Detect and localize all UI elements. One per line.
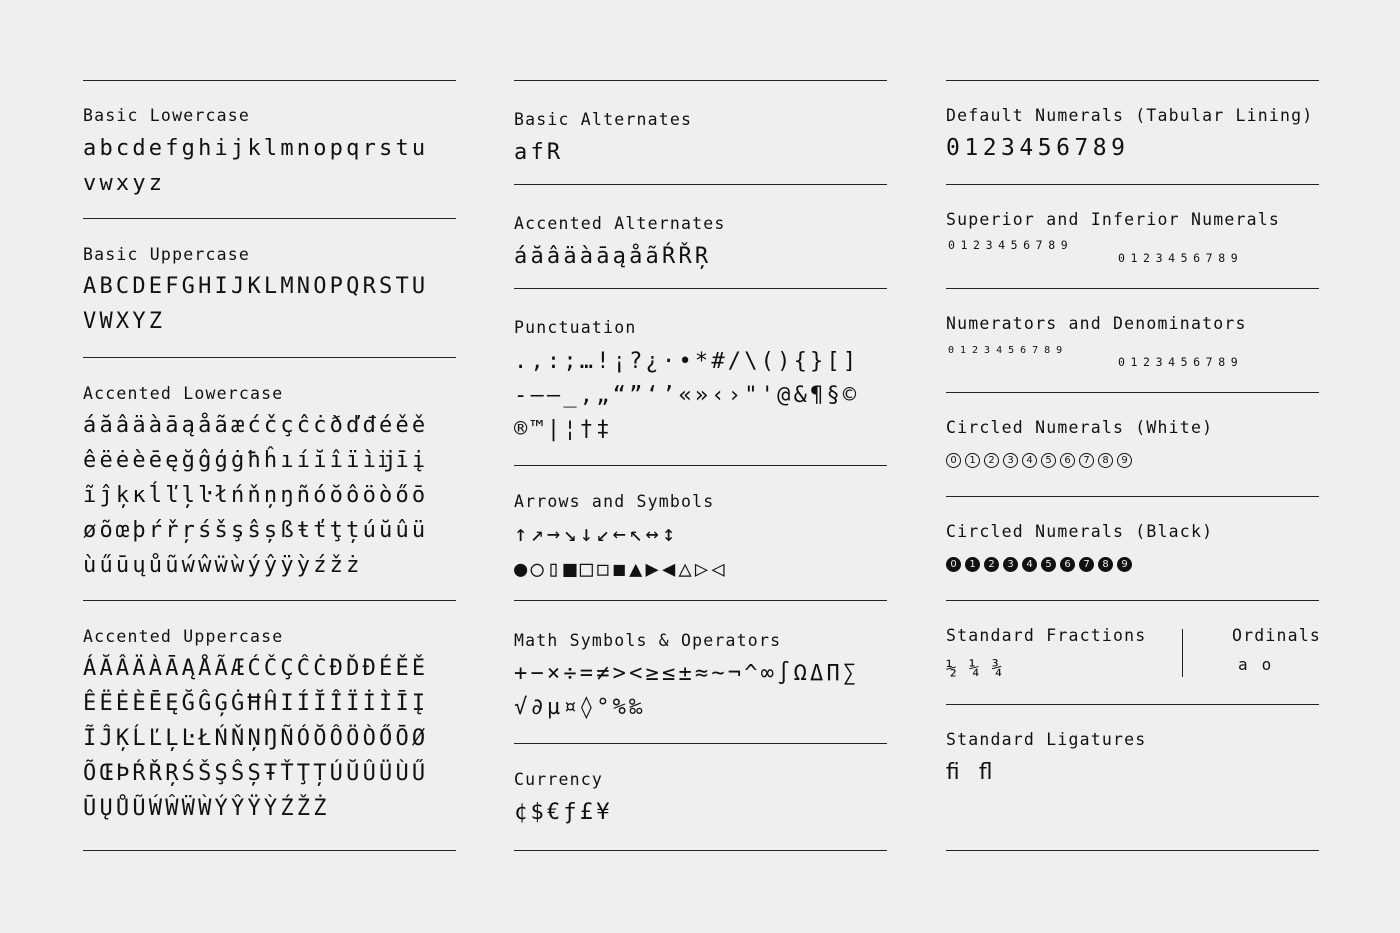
glyph-line: ĨĴĶĹĽĻĿŁŃŇŅŊÑÓŎÔÖÒŐŌØ	[83, 726, 429, 751]
circled-numerals-white	[946, 453, 1132, 468]
glyph-line: ŪŲŮŨẂŴẄẀÝŶŸỲŹŽŻ	[83, 796, 330, 821]
glyph-line: ↑↗→↘↓↙←↖↔↕	[514, 522, 679, 547]
default-numerals: 0123456789	[946, 135, 1130, 161]
glyph-line: ®™|¦†‡	[514, 417, 613, 442]
section-label: Punctuation	[514, 318, 637, 337]
vertical-divider	[1182, 629, 1183, 677]
section-label: Default Numerals (Tabular Lining)	[946, 106, 1314, 125]
circled-numeral-white: 7	[1079, 453, 1094, 468]
section-label: Accented Uppercase	[83, 627, 284, 646]
circled-numeral-black: 0	[946, 557, 961, 572]
glyph-line: VWXYZ	[83, 309, 166, 334]
standard-ligatures: ﬁ ﬂ	[946, 760, 996, 785]
glyph-line: ùűūųůũẃŵẅẁýŷÿỳźžż	[83, 553, 363, 578]
glyph-line: √∂µ¤◊°%‰	[514, 695, 646, 720]
circled-numeral-black: 8	[1098, 557, 1113, 572]
ordinals: ao	[1238, 655, 1286, 674]
circled-numeral-black: 2	[984, 557, 999, 572]
section-label: Circled Numerals (Black)	[946, 522, 1214, 541]
glyph-line: ●○▯■□◻◼▲▶◀△▷◁	[514, 557, 728, 582]
divider	[83, 357, 456, 358]
glyph-line: ABCDEFGHIJKLMNOPQRSTU	[83, 274, 429, 299]
divider	[946, 392, 1319, 393]
section-label: Accented Alternates	[514, 214, 726, 233]
section-label: Numerators and Denominators	[946, 314, 1247, 333]
section-label: Basic Lowercase	[83, 106, 251, 125]
divider	[514, 850, 887, 851]
circled-numeral-white: 4	[1022, 453, 1037, 468]
glyph-line: êëėèēęğĝģġħĥıíĭîïìĳīį	[83, 448, 429, 473]
divider	[83, 850, 456, 851]
glyph-line: abcdefghijklmnopqrstu	[83, 136, 429, 161]
numerators: 0123456789	[948, 345, 1069, 356]
divider	[514, 465, 887, 466]
circled-numeral-white: 6	[1060, 453, 1075, 468]
divider	[83, 80, 456, 81]
divider	[946, 288, 1319, 289]
circled-numerals-black	[946, 557, 1132, 572]
section-label: Ordinals	[1232, 626, 1322, 645]
divider	[514, 600, 887, 601]
divider	[83, 600, 456, 601]
section-label: Superior and Inferior Numerals	[946, 210, 1281, 229]
glyph-line: ‑–—_‚„“”‘’«»‹›"'@&¶§©	[514, 383, 860, 408]
divider	[946, 850, 1319, 851]
glyph-line: afR	[514, 140, 564, 165]
divider	[514, 288, 887, 289]
divider	[946, 600, 1319, 601]
divider	[514, 184, 887, 185]
divider	[946, 496, 1319, 497]
glyph-line: vwxyz	[83, 171, 166, 196]
glyph-line: øõœþŕřŗśšşŝșßŧťţțúŭûü	[83, 518, 429, 543]
standard-fractions: ½¼¾	[946, 658, 1015, 679]
glyph-line: áăâäàāąåãŔŘŖ	[514, 244, 712, 269]
circled-numeral-black: 4	[1022, 557, 1037, 572]
circled-numeral-white: 0	[946, 453, 961, 468]
circled-numeral-white: 8	[1098, 453, 1113, 468]
glyph-line: ÊËĖÈĒĘĞĜĢĠĦĤIÍĬÎÏİÌĪĮ	[83, 691, 429, 716]
section-label: Standard Ligatures	[946, 730, 1147, 749]
section-label: Basic Alternates	[514, 110, 693, 129]
section-label: Circled Numerals (White)	[946, 418, 1214, 437]
glyph-line: .,:;…!¡?¿·•*#/\(){}[]	[514, 349, 860, 374]
glyph-line: ¢$€ƒ£¥	[514, 800, 613, 825]
divider	[946, 80, 1319, 81]
glyph-line: áăâäàāąåãæćčçĉċðďđéěě	[83, 413, 429, 438]
circled-numeral-white: 3	[1003, 453, 1018, 468]
circled-numeral-white: 2	[984, 453, 999, 468]
circled-numeral-white: 9	[1117, 453, 1132, 468]
superior-numerals: 0123456789	[948, 238, 1074, 252]
divider	[946, 184, 1319, 185]
circled-numeral-black: 1	[965, 557, 980, 572]
section-label: Accented Lowercase	[83, 384, 284, 403]
circled-numeral-black: 5	[1041, 557, 1056, 572]
divider	[83, 218, 456, 219]
circled-numeral-black: 9	[1117, 557, 1132, 572]
section-label: Standard Fractions	[946, 626, 1147, 645]
circled-numeral-white: 5	[1041, 453, 1056, 468]
circled-numeral-black: 7	[1079, 557, 1094, 572]
section-label: Math Symbols & Operators	[514, 631, 782, 650]
glyph-line: ÁĂÂÄÀĀĄÅÃÆĆČÇĈĊÐĎĐÉĚĚ	[83, 656, 429, 681]
divider	[514, 80, 887, 81]
circled-numeral-black: 6	[1060, 557, 1075, 572]
section-label: Arrows and Symbols	[514, 492, 715, 511]
section-label: Basic Uppercase	[83, 245, 251, 264]
glyph-line: ĩĵķĸĺľļŀłńňņŋñóŏôöòőō	[83, 483, 429, 508]
circled-numeral-white: 1	[965, 453, 980, 468]
section-label: Currency	[514, 770, 604, 789]
glyph-line: ÕŒÞŔŘŖŚŠŞŜȘŦŤŢȚÚŬÛÜÙŰ	[83, 761, 429, 786]
glyph-line: +−×÷=≠><≥≤±≈~¬^∞∫ΩΔΠ∑	[514, 661, 860, 686]
divider	[946, 704, 1319, 705]
circled-numeral-black: 3	[1003, 557, 1018, 572]
denominators: 0123456789	[1118, 355, 1244, 369]
inferior-numerals: 0123456789	[1118, 251, 1244, 265]
divider	[514, 743, 887, 744]
